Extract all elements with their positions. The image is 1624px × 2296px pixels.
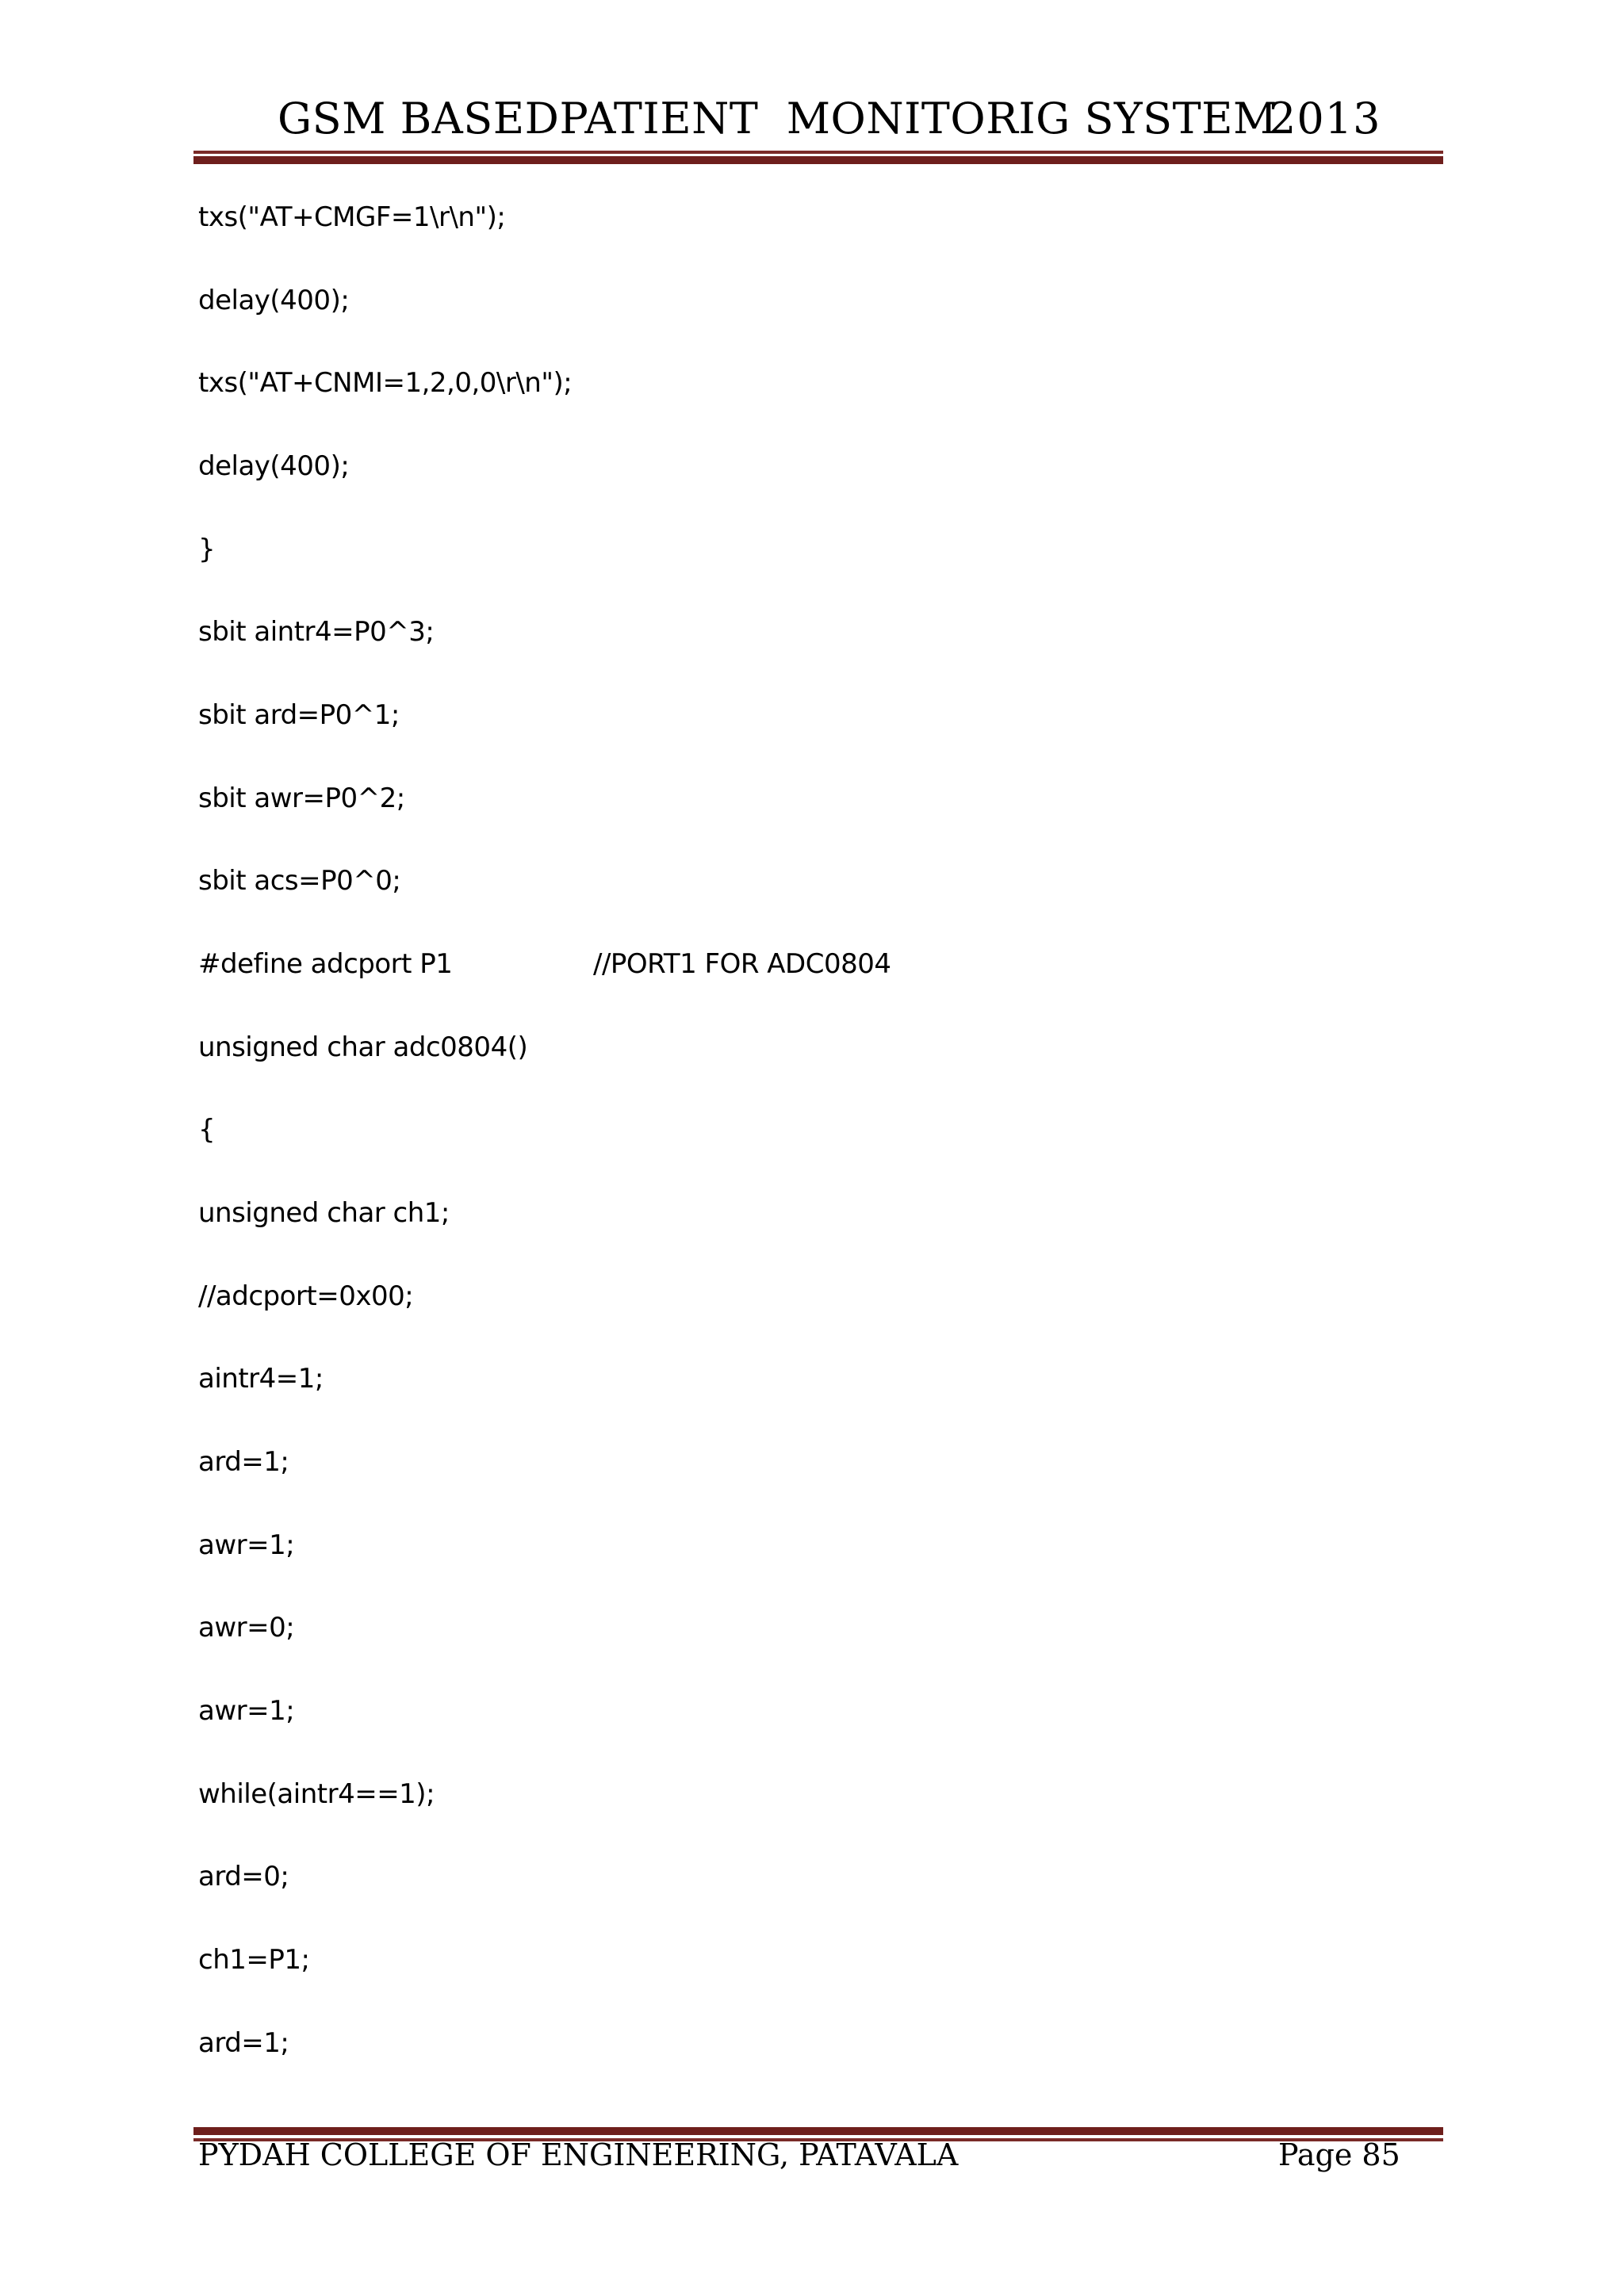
code-line: sbit acs=P0^0; — [198, 865, 401, 897]
code-line: delay(400); — [198, 450, 350, 482]
code-line: awr=0; — [198, 1612, 295, 1644]
code-line: awr=1; — [198, 1529, 295, 1561]
code-line: sbit aintr4=P0^3; — [198, 616, 435, 648]
code-line: txs("AT+CNMI=1,2,0,0\r\n"); — [198, 367, 573, 399]
code-line: sbit ard=P0^1; — [198, 699, 400, 731]
code-line: unsigned char ch1; — [198, 1197, 450, 1229]
code-line: while(aintr4==1); — [198, 1778, 435, 1810]
code-line: aintr4=1; — [198, 1363, 324, 1395]
header-year: 2013 — [1269, 94, 1381, 144]
footer-page-number: Page 85 — [1278, 2137, 1400, 2172]
code-line: awr=1; — [198, 1695, 295, 1727]
code-comment: //PORT1 FOR ADC0804 — [593, 948, 891, 980]
code-line: sbit awr=P0^2; — [198, 783, 405, 814]
header-title: GSM BASEDPATIENT MONITORIG SYSTEM — [278, 94, 1277, 144]
footer-college: PYDAH COLLEGE OF ENGINEERING, PATAVALA — [198, 2137, 959, 2172]
code-line: ard=1; — [198, 2027, 289, 2059]
code-line: ch1=P1; — [198, 1944, 310, 1976]
code-line: { — [198, 1114, 216, 1146]
footer-rule-thick — [193, 2127, 1443, 2135]
code-line: } — [198, 534, 216, 565]
code-line: #define adcport P1 — [198, 948, 453, 980]
header-rule-thick — [193, 156, 1443, 164]
code-line: ard=0; — [198, 1861, 289, 1892]
code-line: //adcport=0x00; — [198, 1280, 414, 1312]
code-line: txs("AT+CMGF=1\r\n"); — [198, 201, 506, 233]
header-rule-thin — [193, 151, 1443, 154]
code-line: delay(400); — [198, 285, 350, 316]
code-line: unsigned char adc0804() — [198, 1031, 528, 1063]
code-line: ard=1; — [198, 1446, 289, 1478]
